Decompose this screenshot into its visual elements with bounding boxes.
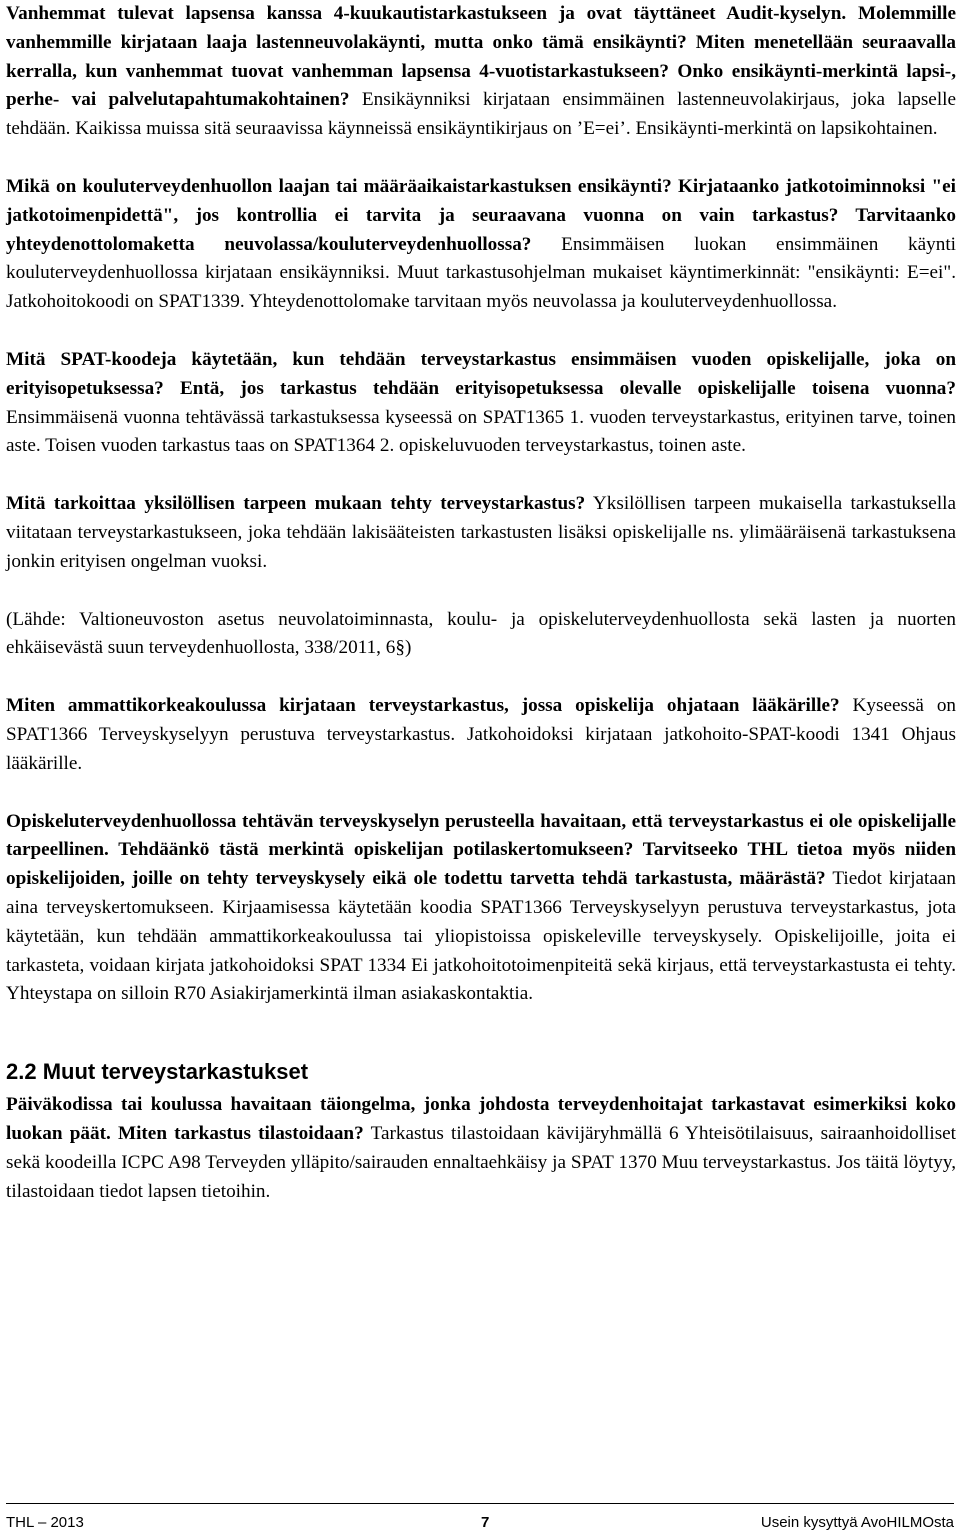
qa-5: [6, 692, 956, 778]
answer-text: Ensimmäisenä vuonna tehtävässä tarkastuksessa kyseessä on SPAT1365 1. vuoden terveystarkastus, erityinen tarve, toinen aste. Toisen vuoden tarkastus taas on SPAT1364 2. opiskeluvuoden terveystarkastus, toinen aste.: [6, 406, 956, 457]
answer-text: Yksilöllisen tarpeen mukaisella tarkastuksella viitataan terveystarkastukseen, joka tehdään lakisääteisten tarkastusten lisäksi opiskelijalle ns. ylimääräisenä tarkastuksena jonkin erityisen ongelman vuoksi.: [6, 493, 956, 572]
answer-text: Tiedot kirjataan aina terveyskertomukseen. Kirjaamisessa käytetään koodia SPAT1366 Terveyskyselyyn perustuva terveystarkastus, jota käytetään, kun tehdään ammattikorkeakoulussa tai yliopistoissa opiskeleville terveyskysely. Opiskelijoille, joita ei tarkasteta, voidaan kirjata jatkohoidoksi SPAT 1334 Ei jatkohoitotoimenpiteitä sekä kirjaus, että terveystarkastusta ei tehty. Yhteystapa on silloin R70 Asiakirjamerkintä ilman asiakaskontaktia.: [6, 868, 956, 1005]
question-text: Mitä tarkoittaa yksilöllisen tarpeen mukaan tehty terveystarkastus?: [6, 493, 586, 515]
footer-left: THL – 2013: [6, 1514, 84, 1531]
page-number: 7: [481, 1514, 490, 1531]
answer-text: Tarkastus tilastoidaan kävijäryhmällä 6 Yhteisötilaisuus, sairaanhoidolliset sekä koodeilla ICPC A98 Terveyden ylläpito/sairauden ennaltaehkäisy ja SPAT 1370 Muu terveystarkastus. Jos täitä löytyy, tilastoidaan tiedot lapsen tietoihin.: [6, 1122, 957, 1202]
source-note: (Lähde: Valtioneuvoston asetus neuvolatoiminnasta, koulu- ja opiskeluterveydenhuollosta sekä lasten ja nuorten ehkäisevästä suun terveydenhuollosta, 338/2011, 6§): [6, 608, 956, 659]
qa-4: [6, 490, 956, 576]
question-text: Päiväkodissa tai koulussa havaitaan täiongelma, jonka johdosta terveydenhoitajat tarkastavat esimerkiksi koko luokan päät. Miten tarkastus tilastoidaan?: [6, 1094, 956, 1144]
page-footer: [6, 1503, 954, 1531]
answer-text: Ensikäynniksi kirjataan ensimmäinen lastenneuvolakirjaus, joka lapselle tehdään. Kaikissa muissa sitä seuraavissa käynneissä ensikäyntikirjaus on ’E=ei’. Ensikäynti-merkintä on lapsikohtainen.: [6, 89, 956, 140]
question-text: Miten ammattikorkeakoulussa kirjataan terveystarkastus, jossa opiskelija ohjataan lääkärille?: [6, 695, 840, 717]
footer-right: Usein kysyttyä AvoHILMOsta: [760, 1514, 954, 1531]
qa-7: [6, 1091, 956, 1206]
answer-text: Kyseessä on SPAT1366 Terveyskyselyyn perustuva terveystarkastus. Jatkohoidoksi kirjataan jatkohoito-SPAT-koodi 1341 Ohjaus lääkärille.: [6, 695, 957, 774]
question-text: Opiskeluterveydenhuollossa tehtävän terveyskyselyn perusteella havaitaan, että terveystarkastus ei ole opiskelijalle tarpeellinen. Tehdäänkö tästä merkintä opiskelijan potilaskertomukseen? Tarvitseeko THL tietoa myös niiden opiskelijoiden, joille on tehty terveyskysely eikä ole todettu tarvetta tehdä tarkastusta, määrästä?: [6, 810, 956, 890]
qa-intro: [6, 0, 956, 144]
section-heading: 2.2 Muut terveystarkastukset: [6, 1059, 309, 1085]
answer-text: Ensimmäisen luokan ensimmäinen käynti kouluterveydenhuollossa kirjataan ensikäynniksi. Muut tarkastusohjelman mukaiset käyntimerkinnät: "ensikäynti: E=ei". Jatkohoitokoodi on SPAT1339. Yhteydenottolomake tarvitaan myös neuvolassa ja kouluterveydenhuollossa.: [6, 233, 957, 313]
qa-3: [6, 346, 956, 461]
qa-2: [6, 173, 956, 317]
question-text: Mitä SPAT-koodeja käytetään, kun tehdään terveystarkastus ensimmäisen vuoden opiskelijalle, joka on erityisopetuksessa? Entä, jos tarkastus tehdään erityisopetuksessa olevalle opiskelijalle toisena vuonna?: [6, 348, 956, 399]
qa-6: [6, 808, 956, 1010]
document-page: [6, 0, 956, 1206]
question-text: Mikä on kouluterveydenhuollon laajan tai määräaikaistarkastuksen ensikäynti? Kirjataanko jatkotoiminnoksi "ei jatkotoimenpidettä", jos kontrollia ei tarvita ja seuraavana vuonna on vain tarkastus? Tarvitaanko yhteydenottolomaketta neuvolassa/kouluterveydenhuollossa?: [6, 175, 956, 255]
question-text: Vanhemmat tulevat lapsensa kanssa 4-kuukautistarkastukseen ja ovat täyttäneet Audit-kyselyn. Molemmille vanhemmille kirjataan laaja lastenneuvolakäynti, mutta onko tämä ensikäynti? Miten menetellään seuraavalla kerralla, kun vanhemmat tuovat vanhemman lapsensa 4-vuotistarkastukseen? Onko ensikäynti-merkintä lapsi-, perhe- vai palvelutapahtumakohtainen?: [6, 3, 956, 111]
